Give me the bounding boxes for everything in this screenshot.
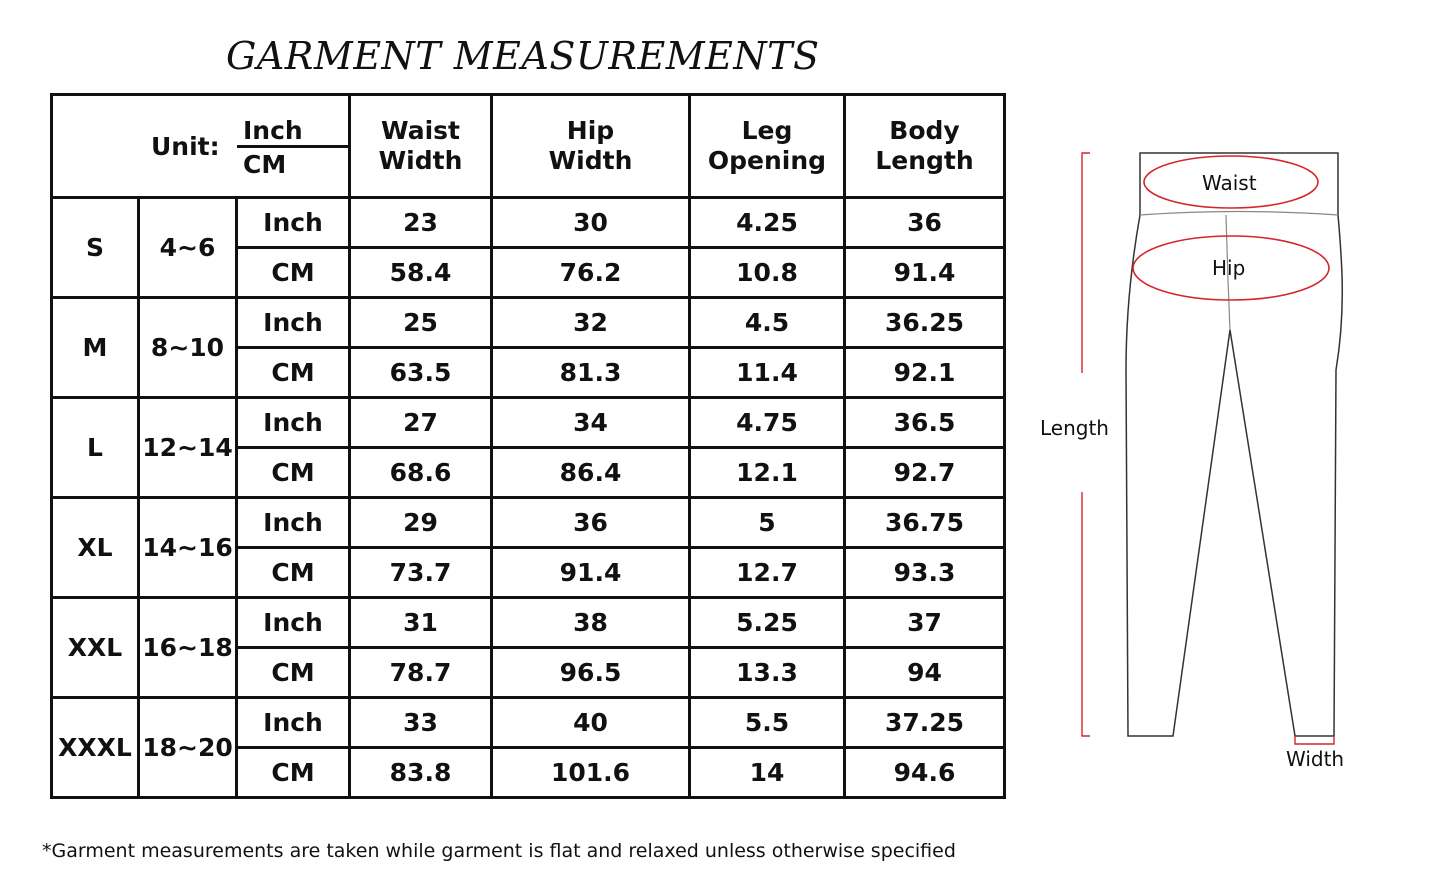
table-row	[52, 398, 1005, 448]
value-cell: 37	[845, 598, 1005, 648]
value-cell: 40	[492, 698, 690, 748]
value-cell: 32	[492, 298, 690, 348]
unit-cm-label: CM	[243, 150, 287, 179]
width-bracket	[1295, 736, 1334, 744]
leggings-diagram	[1030, 140, 1430, 790]
leggings-outline	[1126, 153, 1342, 736]
table-row	[52, 498, 1005, 548]
length-label: Length	[1040, 416, 1109, 440]
size-cell: M	[52, 298, 139, 398]
value-cell: 58.4	[350, 248, 492, 298]
unit-label: Unit:	[151, 132, 220, 161]
value-cell: 38	[492, 598, 690, 648]
value-cell: 78.7	[350, 648, 492, 698]
length-bracket-bottom	[1082, 492, 1090, 736]
size-cell: XXXL	[52, 698, 139, 798]
unit-inch-label: Inch	[243, 116, 303, 145]
value-cell: 23	[350, 198, 492, 248]
value-cell: 27	[350, 398, 492, 448]
value-cell: 5.5	[690, 698, 845, 748]
value-cell: 92.1	[845, 348, 1005, 398]
column-header-line: Leg	[741, 116, 793, 145]
unit-cell-cm: CM	[237, 248, 350, 298]
column-header-line: Opening	[707, 146, 827, 175]
unit-cell-inch: Inch	[237, 398, 350, 448]
unit-cell-inch: Inch	[237, 498, 350, 548]
size-cell: L	[52, 398, 139, 498]
unit-divider	[237, 145, 351, 148]
value-cell: 36	[492, 498, 690, 548]
hip-label: Hip	[1212, 256, 1246, 280]
column-header-line: Waist	[381, 116, 460, 145]
size-cell: XXL	[52, 598, 139, 698]
value-cell: 36.5	[845, 398, 1005, 448]
value-cell: 94	[845, 648, 1005, 698]
unit-cell-cm: CM	[237, 448, 350, 498]
column-header-line: Width	[548, 146, 633, 175]
value-cell: 73.7	[350, 548, 492, 598]
value-cell: 86.4	[492, 448, 690, 498]
table-row	[52, 298, 1005, 348]
value-cell: 12.1	[690, 448, 845, 498]
unit-cell-inch: Inch	[237, 198, 350, 248]
value-cell: 34	[492, 398, 690, 448]
table-header-row	[52, 95, 1005, 198]
value-cell: 81.3	[492, 348, 690, 398]
value-cell: 5	[690, 498, 845, 548]
unit-cell-cm: CM	[237, 648, 350, 698]
table-row	[52, 198, 1005, 248]
value-cell: 10.8	[690, 248, 845, 298]
size-cell: S	[52, 198, 139, 298]
size-range-cell: 8~10	[139, 298, 237, 398]
table-row	[52, 598, 1005, 648]
value-cell: 4.25	[690, 198, 845, 248]
value-cell: 68.6	[350, 448, 492, 498]
value-cell: 25	[350, 298, 492, 348]
column-header-body-length	[845, 95, 1005, 198]
unit-cell-inch: Inch	[237, 298, 350, 348]
value-cell: 83.8	[350, 748, 492, 798]
size-range-cell: 12~14	[139, 398, 237, 498]
size-range-cell: 4~6	[139, 198, 237, 298]
size-chart-table	[50, 93, 1006, 799]
column-header-hip-width	[492, 95, 690, 198]
value-cell: 30	[492, 198, 690, 248]
value-cell: 76.2	[492, 248, 690, 298]
value-cell: 63.5	[350, 348, 492, 398]
value-cell: 31	[350, 598, 492, 648]
column-header-leg-opening	[690, 95, 845, 198]
footnote: *Garment measurements are taken while garment is flat and relaxed unless otherwise specified	[42, 840, 956, 862]
value-cell: 36	[845, 198, 1005, 248]
value-cell: 101.6	[492, 748, 690, 798]
value-cell: 4.75	[690, 398, 845, 448]
value-cell: 96.5	[492, 648, 690, 698]
unit-cell-inch: Inch	[237, 698, 350, 748]
value-cell: 12.7	[690, 548, 845, 598]
unit-cell-cm: CM	[237, 748, 350, 798]
value-cell: 91.4	[492, 548, 690, 598]
page-title: GARMENT MEASUREMENTS	[226, 34, 820, 78]
size-cell: XL	[52, 498, 139, 598]
value-cell: 91.4	[845, 248, 1005, 298]
value-cell: 29	[350, 498, 492, 548]
unit-cell-inch: Inch	[237, 598, 350, 648]
leggings-outline-figure	[1030, 140, 1430, 790]
value-cell: 33	[350, 698, 492, 748]
size-range-cell: 16~18	[139, 598, 237, 698]
value-cell: 36.75	[845, 498, 1005, 548]
column-header-waist-width	[350, 95, 492, 198]
waist-label: Waist	[1202, 171, 1257, 195]
value-cell: 36.25	[845, 298, 1005, 348]
unit-header-cell	[52, 95, 350, 198]
value-cell: 94.6	[845, 748, 1005, 798]
unit-cell-cm: CM	[237, 348, 350, 398]
length-bracket-top	[1082, 153, 1090, 373]
width-label: Width	[1286, 747, 1345, 771]
value-cell: 93.3	[845, 548, 1005, 598]
value-cell: 11.4	[690, 348, 845, 398]
unit-cell-cm: CM	[237, 548, 350, 598]
column-header-line: Length	[875, 146, 974, 175]
column-header-line: Width	[378, 146, 463, 175]
value-cell: 4.5	[690, 298, 845, 348]
value-cell: 5.25	[690, 598, 845, 648]
column-header-line: Hip	[566, 116, 615, 145]
size-range-cell: 14~16	[139, 498, 237, 598]
column-header-line: Body	[889, 116, 960, 145]
value-cell: 14	[690, 748, 845, 798]
table-row	[52, 698, 1005, 748]
size-range-cell: 18~20	[139, 698, 237, 798]
value-cell: 37.25	[845, 698, 1005, 748]
value-cell: 13.3	[690, 648, 845, 698]
value-cell: 92.7	[845, 448, 1005, 498]
